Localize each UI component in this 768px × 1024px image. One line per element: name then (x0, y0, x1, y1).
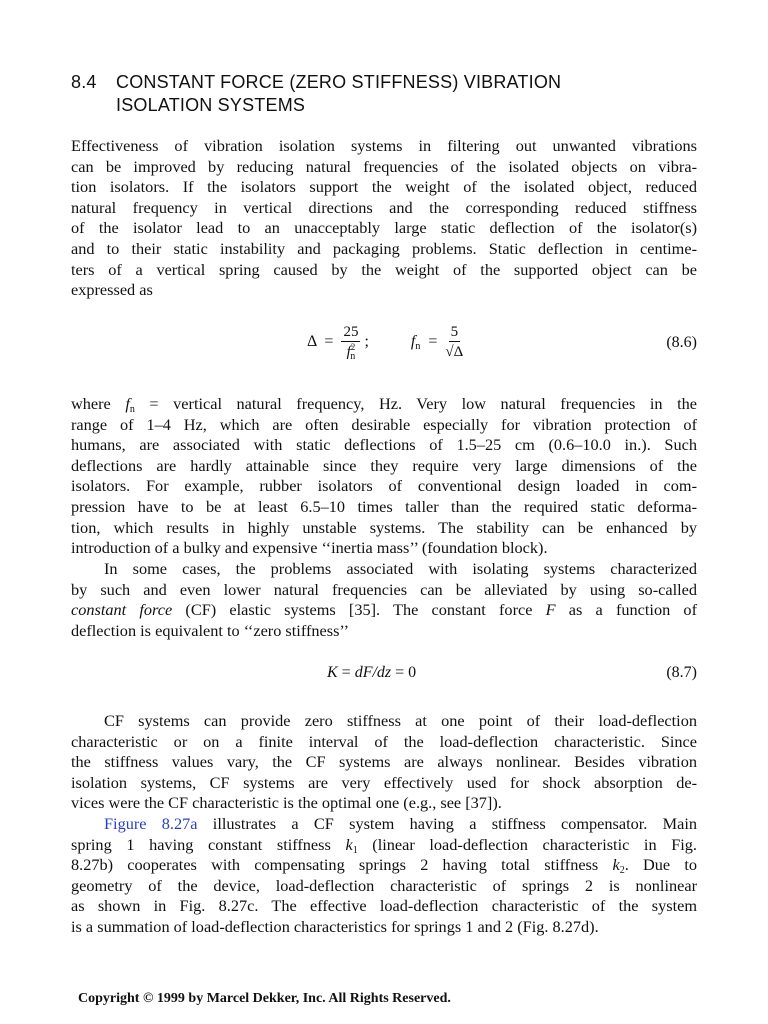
text-line: In some cases, the problems associated with isolating systems characterized (104, 559, 697, 578)
text-line: by such and even lower natural frequencies can be alleviated by using so-called (71, 579, 697, 599)
figure-link[interactable]: Figure 8.27a (104, 814, 198, 833)
text-line: isolation systems, CF systems are very effectively used for shock absorption de- (71, 772, 697, 792)
text-line: deflections are hardly attainable since they require very large dimensions of the (71, 455, 697, 475)
copyright-footer: Copyright © 1999 by Marcel Dekker, Inc. All Rights Reserved. (78, 991, 451, 1006)
text-line: and to their static instability and packaging problems. Static deflection in centime- (71, 238, 697, 258)
text-line: can be improved by reducing natural frequencies of the isolated objects on vibra- (71, 156, 697, 176)
text-line: geometry of the device, load-deflection characteristic of springs 2 is nonlinear (71, 875, 697, 895)
eq-fn: f (410, 333, 416, 351)
eq-denominator-2: √Δ (445, 344, 464, 360)
text-line: Figure 8.27a illustrates a CF system having a stiffness compensator. Main (104, 814, 697, 833)
equation-number: (8.6) (666, 334, 697, 351)
text-line: 8.27b) cooperates with compensating springs 2 having total stiffness $k_2$. Due to (71, 855, 697, 877)
eq-numerator-1: 25 (343, 324, 359, 340)
text-line: of the isolator lead to an unacceptably large static deflection of the isolator(s) (71, 218, 697, 238)
equation-number: (8.7) (666, 664, 697, 681)
section-title (116, 71, 716, 117)
paragraph-5 (71, 814, 697, 938)
paragraph-1 (71, 136, 697, 301)
eq-dFdz: dF/dz (354, 664, 392, 681)
text-line: natural frequency in vertical directions and the corresponding reduced stiffness (71, 197, 697, 217)
text-line: pression have to be at least 6.5–10 times taller than the required static deforma- (71, 496, 697, 516)
text-line: characteristic or on a finite interval of the load-deflection characteristic. Since (71, 731, 697, 751)
paragraph-4 (71, 711, 697, 814)
text-line: is a summation of load-deflection characteristics for springs 1 and 2 (Fig. 8.27d). (71, 916, 599, 936)
eq-denominator-1: $f^2_n$ (346, 342, 356, 362)
paragraph-3 (71, 559, 697, 641)
text-line: Effectiveness of vibration isolation systems in filtering out unwanted vibrations (71, 136, 697, 155)
text-line: vices were the CF characteristic is the optimal one (e.g., see [37]). (71, 793, 502, 813)
paragraph-2 (71, 394, 697, 559)
text-line: deflection is equivalent to ‘‘zero stiffness’’ (71, 620, 350, 640)
eq-equals: = (324, 333, 334, 351)
text-line: introduction of a bulky and expensive ‘‘inertia mass’’ (foundation block). (71, 538, 548, 558)
eq-fraction-2 (445, 324, 463, 361)
eq-delta: Δ (307, 333, 317, 351)
text-line: tion isolators. If the isolators support the weight of the isolated object, reduced (71, 177, 697, 197)
text-line: spring 1 having constant stiffness $k_1$ (linear load-deflection characteristic in Fig. (71, 834, 697, 856)
text-line: CF systems can provide zero stiffness at one point of their load-deflection (104, 711, 697, 730)
text-line: tion, which results in highly unstable systems. The stability can be enhanced by (71, 517, 697, 537)
text-line: where $f_n$ = vertical natural frequency, Hz. Very low natural frequencies in the (71, 394, 698, 415)
eq-fraction-1 (341, 324, 360, 361)
text-line: constant force (CF) elastic systems [35]. The constant force F as a function of (71, 600, 697, 620)
equation-8-6: Δ = $\frac{25}{f^2_n}$ ; $f_n$ = $\frac{5}{√\Delta}$ (8.6) (307, 324, 697, 362)
text-line: expressed as (71, 280, 153, 300)
section-number: 8.4 (71, 72, 97, 92)
text-line: the stiffness values vary, the CF systems are always nonlinear. Besides vibration (71, 752, 697, 772)
eq-numerator-2: 5 (450, 324, 459, 340)
eq-separator: ; (364, 333, 369, 351)
section-title-line2: ISOLATION SYSTEMS (116, 95, 306, 115)
text-line: range of 1–4 Hz, which are often desirable especially for vibration protection of (71, 414, 697, 434)
text-line: ters of a vertical spring caused by the weight of the supported object can be (71, 259, 697, 279)
section-title-line1: CONSTANT FORCE (ZERO STIFFNESS) VIBRATION (116, 72, 562, 92)
text-line: isolators. For example, rubber isolators of conventional design loaded in com- (71, 476, 697, 496)
text-line: as shown in Fig. 8.27c. The effective load-deflection characteristic of the system (71, 896, 697, 916)
text-line: humans, are associated with static deflections of 1.5–25 cm (0.6–10.0 in.). Such (71, 435, 697, 455)
eq-K: K (327, 664, 338, 681)
equation-8-7: K = dF/dz = 0 (8.7) (327, 664, 697, 681)
